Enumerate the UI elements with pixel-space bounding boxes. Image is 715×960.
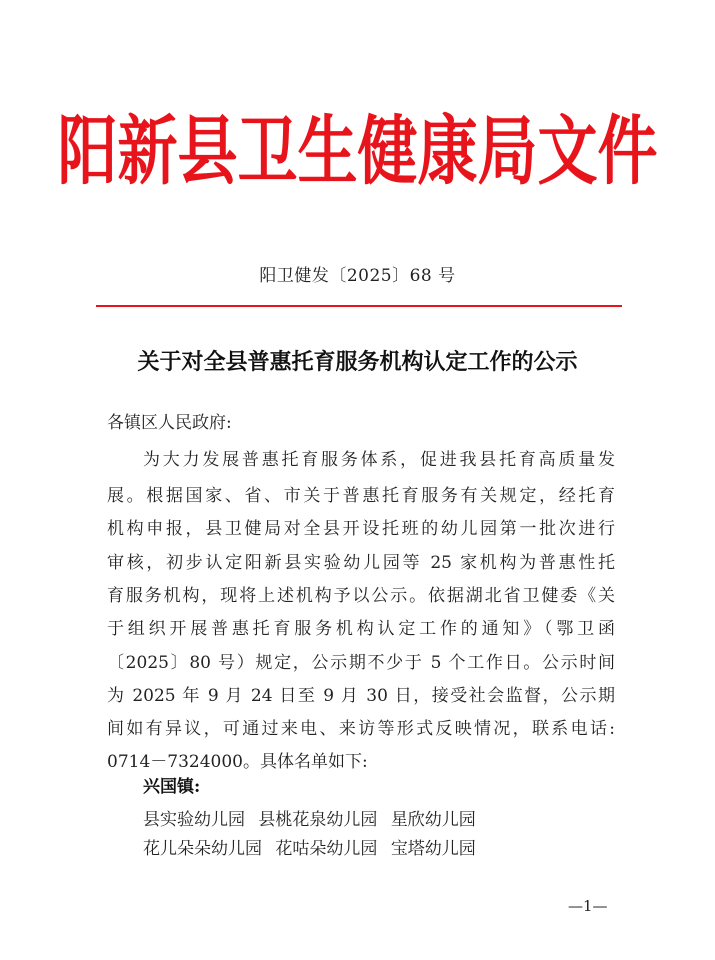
- kindergarten-list-row: [143, 834, 484, 859]
- masthead-title: 阳新县卫生健康局文件: [57, 108, 658, 196]
- kindergarten-name: 花儿朵朵幼儿园: [143, 839, 262, 859]
- kindergarten-name: 星欣幼儿园: [390, 810, 476, 830]
- kindergarten-name: 县桃花泉幼儿园: [258, 810, 378, 830]
- body-line: 育服务机构，现将上述机构予以公示。依据湖北省卫健委《关: [107, 586, 615, 606]
- town-label: 兴国镇:: [143, 777, 201, 797]
- kindergarten-name: 宝塔幼儿园: [390, 839, 476, 859]
- red-divider-line: [96, 305, 622, 307]
- body-line: 间如有异议，可通过来电、来访等形式反映情况，联系电话:: [107, 719, 615, 739]
- body-line: 机构申报，县卫健局对全县开设托班的幼儿园第一批次进行: [107, 519, 615, 539]
- notice-title: 关于对全县普惠托育服务机构认定工作的公示: [137, 349, 578, 375]
- body-line: 0714－7324000。具体名单如下:: [107, 752, 368, 772]
- body-line: 为 2025 年 9 月 24 日至 9 月 30 日，接受社会监督，公示期: [107, 686, 615, 706]
- body-line: 于组织开展普惠托育服务机构认定工作的通知》（鄂卫函: [107, 619, 615, 639]
- document-number: 阳卫健发〔2025〕68 号: [259, 266, 456, 286]
- salutation: 各镇区人民政府:: [107, 413, 232, 433]
- body-line: 为大力发展普惠托育服务体系，促进我县托育高质量发: [143, 450, 615, 470]
- kindergarten-list-row: [143, 805, 484, 830]
- body-line: 审核，初步认定阳新县实验幼儿园等 25 家机构为普惠性托: [107, 553, 615, 573]
- kindergarten-name: 花咕朵幼儿园: [275, 839, 378, 859]
- body-line: 展。根据国家、省、市关于普惠托育服务有关规定，经托育: [107, 486, 615, 506]
- page-number: —1—: [568, 897, 608, 915]
- body-line: 〔2025〕80 号）规定，公示期不少于 5 个工作日。公示时间: [107, 653, 615, 673]
- kindergarten-name: 县实验幼儿园: [143, 810, 245, 830]
